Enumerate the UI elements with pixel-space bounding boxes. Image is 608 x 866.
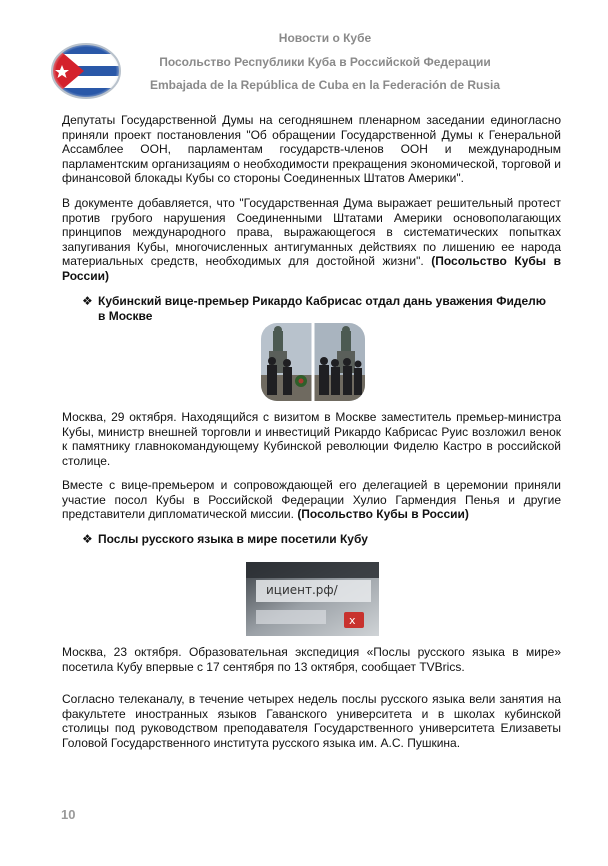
heading-line-1: Кубинский вице-премьер Рикардо Кабрисас отдал дань уважения Фиделю bbox=[98, 294, 547, 308]
source-label: (Посольство Кубы в России) bbox=[62, 254, 561, 283]
paragraph-text: Вместе с вице-премьером и сопровождающей его делегацией в церемонии приняли участие посол Кубы в Российской Федерации Хулио Гармендия Пенья и другие представители дипломатической миссии. bbox=[62, 478, 561, 522]
page-number: 10 bbox=[61, 807, 76, 822]
svg-text:x: x bbox=[349, 614, 356, 627]
paragraph-text: В документе добавляется, что "Государственная Дума выражает решительный протест против грубого нарушения Соединенными Штатами Америки основополагающих принципов международного права, выражающегося в систематических попытках запугивания Кубы, многочисленных антигуманных действиях по лишению ее народа материальных средств, необходимых для достойной жизни". bbox=[62, 196, 561, 269]
screen-url-photo bbox=[246, 562, 379, 636]
paragraph-cabrisas-visit: Москва, 29 октября. Находящийся с визитом в Москве заместитель премьер-министра Кубы, министр внешней торговли и инвестиций Рикардо Кабрисас Руис возложил венок к памятнику главнокомандующему Кубинской революции Фиделю Кастро в российской столице. bbox=[62, 410, 561, 468]
screen-url-text: ициент.рф/ bbox=[266, 583, 338, 597]
paragraph-duma-protest bbox=[62, 196, 561, 284]
paragraph-duma-resolution: Депутаты Государственной Думы на сегодняшнем пленарном заседании единогласно приняли проект постановления "Об обращении Государственной Думы к Генеральной Ассамблее ООН, парламентам государств-членов ООН и международным парламентским организациям о необходимости прекращения экономической, торговой и финансовой блокады Кубы со стороны Соединенных Штатов Америки". bbox=[62, 113, 561, 186]
heading-text: Послы русского языка в мире посетили Кубу bbox=[98, 532, 368, 546]
heading-line-2: в Москве bbox=[98, 309, 153, 323]
news-heading-russian-ambassadors bbox=[82, 532, 368, 547]
source-label: (Посольство Кубы в России) bbox=[297, 507, 469, 522]
header-embassy-es: Embajada de la República de Cuba en la Federación de Rusia bbox=[149, 78, 501, 92]
header-embassy-ru: Посольство Республики Куба в Российской Федерации bbox=[159, 55, 491, 69]
paragraph-expedition: Москва, 23 октября. Образовательная экспедиция «Послы русского языка в мире» посетила Кубу впервые с 17 сентября по 13 октября, сообщает TVBrics. bbox=[62, 645, 561, 674]
paragraph-classes: Согласно телеканалу, в течение четырех недель послы русского языка вели занятия на факультете иностранных языков Гаванского университета и в школах кубинской столицы под руководством преподавателя Государственного университета Елизаветы Головой Государственного института русского языка им. А.С. Пушкина. bbox=[62, 692, 561, 750]
news-heading-cabrisas bbox=[82, 294, 546, 324]
cuba-flag-logo bbox=[50, 42, 122, 100]
bullet-diamond-icon: ❖ bbox=[82, 532, 93, 546]
page-header bbox=[120, 28, 530, 96]
bullet-diamond-icon: ❖ bbox=[82, 294, 93, 308]
wreath-ceremony-photo bbox=[261, 323, 365, 401]
paragraph-ceremony-participants bbox=[62, 478, 561, 522]
header-title: Новости о Кубе bbox=[278, 31, 372, 45]
